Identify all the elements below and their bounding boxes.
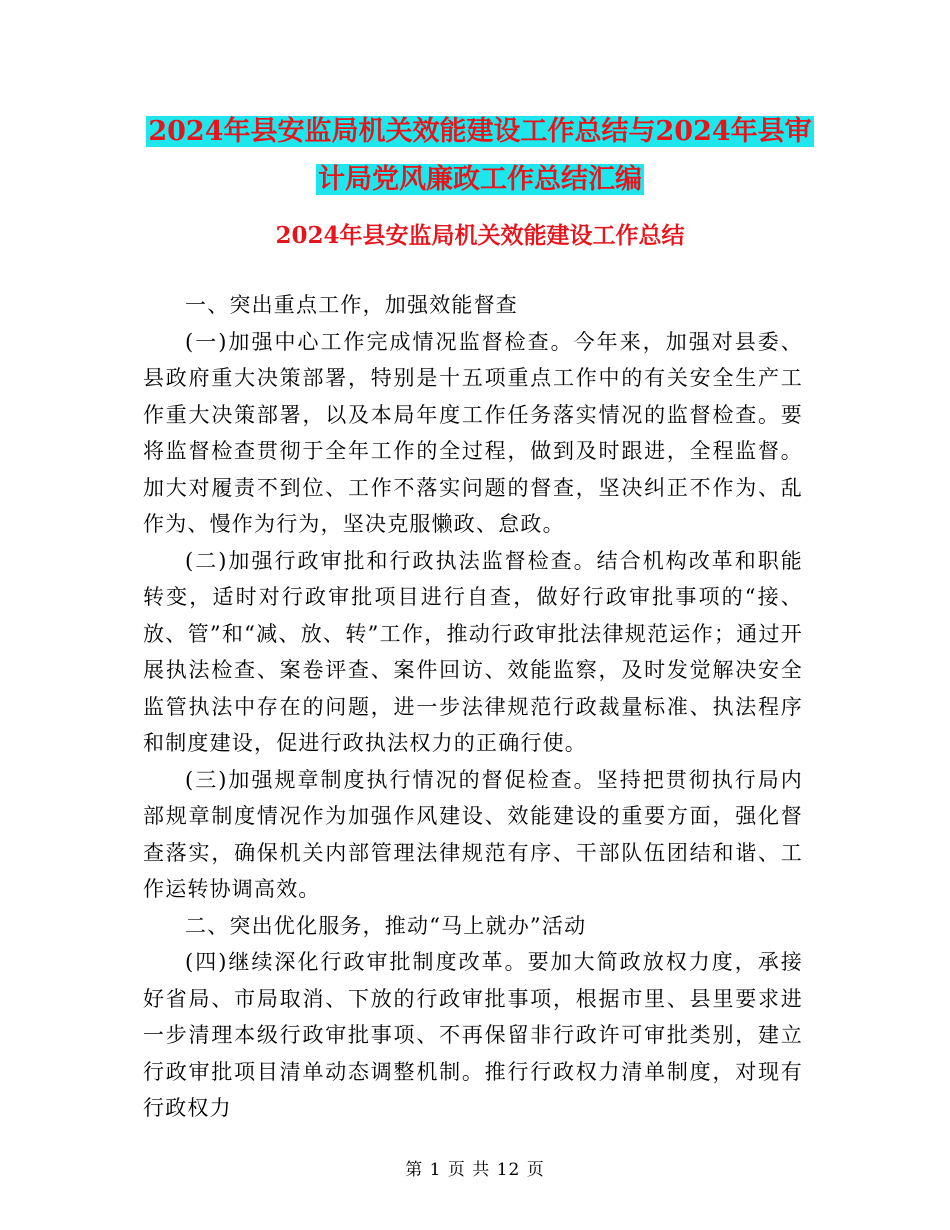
document-title-line-1: 2024年县安监局机关效能建设工作总结与2024年县审 (148, 116, 812, 147)
heading-1: 一、突出重点工作，加强效能督查 (185, 293, 518, 317)
heading-2: 二、突出优化服务，推动“马上就办”活动 (185, 913, 587, 938)
document-title (140, 108, 820, 204)
paragraph-1: (一)加强中心工作完成情况监督检查。今年来，加强对县委、县政府重大决策部署，特别是十五项重点工作中的有关安全生产工作重大决策部署，以及本局年度工作任务落实情况的监督检查。要将监督检查贯彻于全年工作的全过程，做到及时跟进，全程监督。加大对履责不到位、工作不落实问题的督查，坚决纠正不作为、乱作为、慢作为行为，坚决克服懒政、怠政。 (143, 329, 803, 536)
paragraph-4: (四)继续深化行政审批制度改革。要加大简政放权力度，承接好省局、市局取消、下放的行政审批事项，根据市里、县里要求进一步清理本级行政审批事项、不再保留非行政许可审批类别，建立行政审批项目清单动态调整机制。推行行政权力清单制度，对现有行政权力 (143, 950, 803, 1120)
page-footer: 第 1 页 共 12 页 (405, 1160, 545, 1180)
section-title: 2024年县安监局机关效能建设工作总结 (275, 222, 685, 249)
document-body (143, 287, 803, 1127)
paragraph-2: (二)加强行政审批和行政执法监督检查。结合机构改革和职能转变，适时对行政审批项目进行自查，做好行政审批事项的“接、放、管”和“减、放、转”工作，推动行政审批法律规范运作；通过开展执法检查、案卷评查、案件回访、效能监察，及时发觉解决安全监管执法中存在的问题，进一步法律规范行政裁量标准、执法程序和制度建设，促进行政执法权力的正确行使。 (143, 548, 803, 755)
document-title-line-2: 计局党风廉政工作总结汇编 (318, 164, 642, 195)
paragraph-3: (三)加强规章制度执行情况的督促检查。坚持把贯彻执行局内部规章制度情况作为加强作风建设、效能建设的重要方面，强化督查落实，确保机关内部管理法律规范有序、干部队伍团结和谐、工作运转协调高效。 (143, 767, 803, 901)
